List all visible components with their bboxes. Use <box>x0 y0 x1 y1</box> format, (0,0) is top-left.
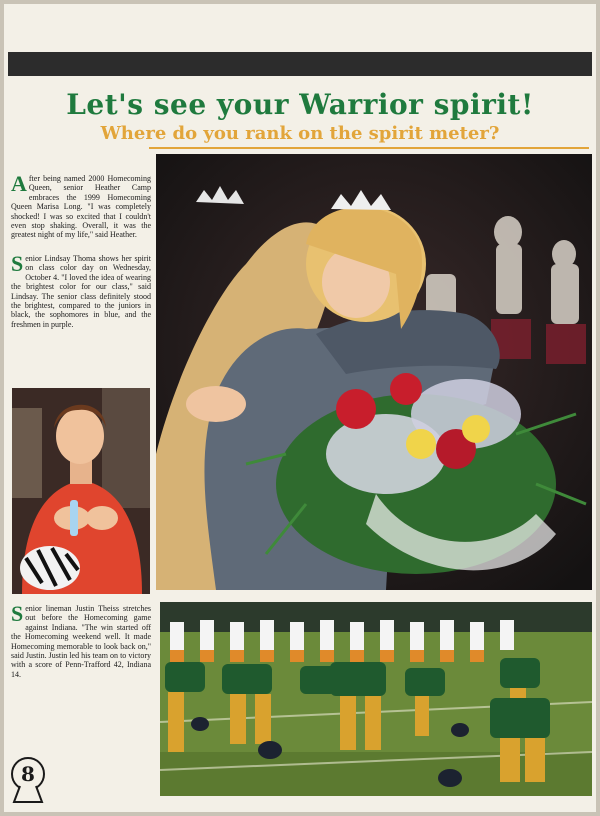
homecoming-queen-photo <box>156 154 592 590</box>
caption-text: enior lineman Justin Theiss stretches out before the Homecoming game against Indiana. "The win started off the Homecoming weekend well. It made Homecoming memorable to look back on," said Justin. Justin led his team on to victory with a score of Penn-Trafford 42, Indiana 14. <box>11 604 151 679</box>
caption-text: enior Lindsay Thoma shows her spirit on class color day on Wednesday, October 4. "I loved the idea of wearing the brightest color for our class," said Lindsay. The senior class definitely stood the brightest, compared to the juniors in black, the sophomores in blue, and the freshmen in purple. <box>11 254 151 329</box>
football-stretch-photo <box>160 602 592 796</box>
caption-dropcap: S <box>11 251 24 276</box>
page-subheadline: Where do you rank on the spirit meter? <box>100 123 500 144</box>
football-caption <box>11 601 151 679</box>
spirit-day-caption <box>11 251 151 329</box>
top-banner-bar <box>8 52 592 76</box>
caption-text: fter being named 2000 Homecoming Queen, senior Heather Camp embraces the 1999 Homecoming Queen Marisa Long. "I was completely shocked! I was so excited that I couldn't even stop shaking. Overall, it was the greatest night of my life," said Heather. <box>11 174 151 240</box>
homecoming-caption <box>11 171 151 240</box>
yearbook-page <box>4 4 596 812</box>
page-number: 8 <box>21 762 35 786</box>
caption-dropcap: A <box>11 171 27 196</box>
page-number-badge <box>10 756 46 804</box>
student-spirit-day-photo <box>12 388 150 594</box>
subhead-rule <box>149 147 589 149</box>
page-headline: Let's see your Warrior spirit! <box>66 88 534 121</box>
caption-dropcap: S <box>11 601 24 626</box>
